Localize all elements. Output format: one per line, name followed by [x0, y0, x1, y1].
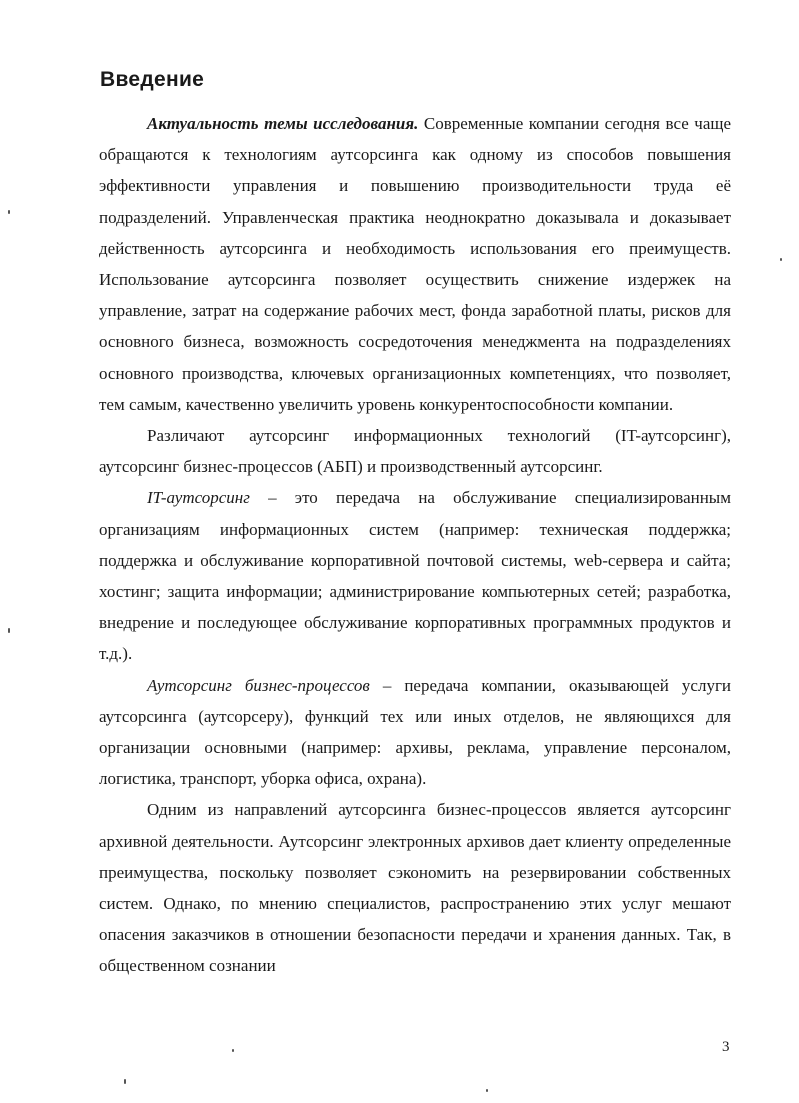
- paragraph-text: – передача компании, оказывающей услуги аутсорсинга (аутсорсеру), функций тех или иных отделов, не являющихся для организации основными (например: архивы, реклама, управление персоналом, логистика, транспорт, уборка офиса, охрана).: [99, 675, 732, 789]
- scan-speck: [8, 628, 10, 633]
- paragraph-bpo: [99, 670, 731, 795]
- paragraph-it-outsourcing: [99, 482, 731, 669]
- scan-speck: [8, 210, 10, 214]
- section-heading: Введение: [100, 68, 205, 91]
- paragraph-text: Современные компании сегодня все чаще обращаются к технологиям аутсорсинга как одному из способов повышения эффективности управления и повышению производительности труда её подразделений. Управленческая практика неоднократно доказывала и доказывает действенность аутсорсинга и необходимость использования его преимуществ. Использование аутсорсинга позволяет осуществить снижение издержек на управление, затрат на содержание рабочих мест, фонда заработной платы, рисков для основного бизнеса, возможность сосредоточения менеджмента на подразделениях основного производства, ключевых организационных компетенциях, что позволяет, тем самым, качественно увеличить уровень конкурентоспособности компании.: [99, 114, 731, 414]
- page-number: 3: [722, 1039, 730, 1055]
- scan-speck: [780, 258, 782, 261]
- scan-speck: [232, 1049, 234, 1052]
- paragraph-text: Одним из направлений аутсорсинга бизнес-процессов является аутсорсинг архивной деятельности. Аутсорсинг электронных архивов дает клиенту определенные преимущества, поскольку позволяет сэкономить на резервировании собственных систем. Однако, по мнению специалистов, распространению этих услуг мешают опасения заказчиков в отношении безопасности передачи и хранения данных. Так, в общественном сознании: [99, 800, 731, 976]
- term-it-outsourcing: IT-аутсорсинг: [147, 488, 250, 508]
- paragraph-relevance: [99, 108, 731, 420]
- body-text: [99, 108, 731, 982]
- paragraph-archive-outsourcing: [99, 794, 731, 981]
- paragraph-text: – это передача на обслуживание специализированным организациям информационных систем (например: техническая поддержка; поддержка и обслуживание корпоративной почтовой системы, web-сервера и сайта; хостинг; защита информации; администрирование компьютерных сетей; разработка, внедрение и последующее обслуживание корпоративных программных продуктов и т.д.).: [99, 488, 731, 664]
- scan-speck: [486, 1089, 488, 1092]
- scan-speck: [124, 1079, 126, 1084]
- paragraph-types: [99, 420, 731, 482]
- paragraph-lead: Актуальность темы исследования.: [147, 114, 419, 133]
- paragraph-text: Различают аутсорсинг информационных технологий (IT-аутсорсинг), аутсорсинг бизнес-процессов (АБП) и производственный аутсорсинг.: [99, 426, 731, 477]
- term-bpo: Аутсорсинг бизнес-процессов: [147, 675, 370, 695]
